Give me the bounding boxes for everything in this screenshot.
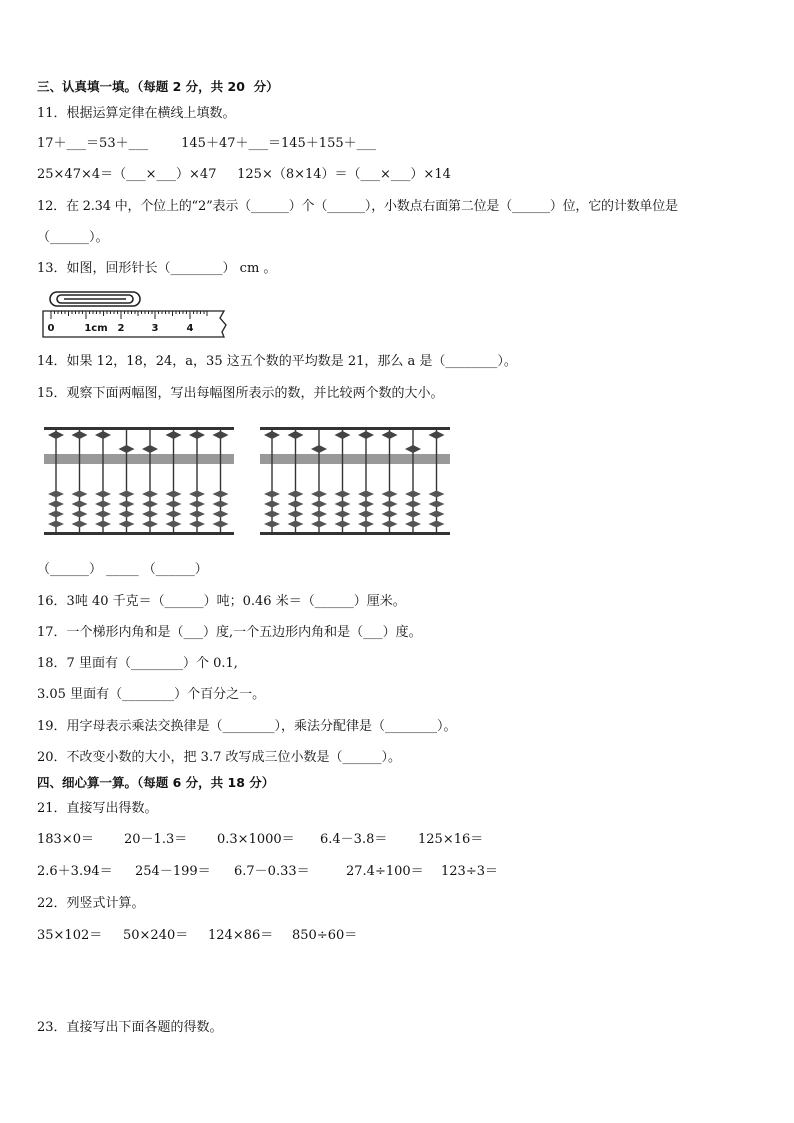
abacus-lower-bead [95,491,111,498]
abacus-lower-bead [72,501,88,508]
abacus-lower-bead [288,491,304,498]
abacus-lower-bead [264,491,280,498]
abacus-lower-bead [382,491,398,498]
calc-item: 6.7－0.33＝ [234,864,310,879]
section-3-title: 三、认真填一填。（每题 2 分，共 20 分） [37,79,279,94]
abacus-lower-bead [213,491,229,498]
abacus-lower-bead [119,501,135,508]
question-11-prompt: 11．根据运算定律在横线上填数。 [37,106,236,121]
abacus-lower-bead [189,501,205,508]
abacus-lower-bead [166,521,182,528]
section-4-title: 四、细心算一算。（每题 6 分，共 18 分） [37,775,275,790]
abacus-lower-bead [48,491,64,498]
abacus-upper-bead [95,431,111,439]
question-17: 17．一个梯形内角和是（___）度,一个五边形内角和是（___）度。 [37,625,422,640]
abacus-lower-bead [142,521,158,528]
calc-item: 20－1.3＝ [124,832,188,847]
paperclip-icon [50,292,140,306]
abacus-lower-bead [405,521,421,528]
calc-item: 125×16＝ [418,832,484,847]
calc-item: 123÷3＝ [441,864,498,879]
abacus-lower-bead [311,491,327,498]
vertical-calc-item: 124×86＝ [208,928,274,943]
abacus-lower-bead [189,491,205,498]
abacus-lower-bead [72,511,88,518]
ruler-label-3: 3 [151,323,159,334]
abacus-lower-bead [189,511,205,518]
abacus-lower-bead [335,491,351,498]
abacus-beam [260,454,450,464]
abacus-lower-bead [429,521,445,528]
abacus-figure-left [44,424,234,540]
abacus-upper-bead [382,431,398,439]
abacus-lower-bead [311,511,327,518]
question-19: 19．用字母表示乘法交换律是（________），乘法分配律是（________）。 [37,719,457,734]
question-12-line-1: 12．在 2.34 中，个位上的“2”表示（______）个（______），小数点右面第二位是（______）位，它的计数单位是 [37,199,678,214]
abacus-lower-bead [311,501,327,508]
abacus-upper-bead [48,431,64,439]
abacus-upper-bead [335,431,351,439]
abacus-lower-bead [119,511,135,518]
abacus-lower-bead [72,491,88,498]
abacus-upper-bead [288,431,304,439]
abacus-lower-bead [213,501,229,508]
calc-item: 183×0＝ [37,832,94,847]
abacus-upper-bead [264,431,280,439]
abacus-lower-bead [264,501,280,508]
abacus-upper-bead [405,445,421,453]
abacus-lower-bead [358,511,374,518]
abacus-figure-right [260,424,450,540]
abacus-lower-bead [335,511,351,518]
abacus-lower-bead [119,521,135,528]
abacus-lower-bead [405,491,421,498]
abacus-lower-bead [95,511,111,518]
abacus-lower-bead [358,501,374,508]
abacus-lower-bead [288,521,304,528]
calc-item: 0.3×1000＝ [217,832,295,847]
question-14: 14．如果 12，18，24，a，35 这五个数的平均数是 21，那么 a 是（________）。 [37,354,517,369]
abacus-lower-bead [288,501,304,508]
abacus-upper-bead [119,445,135,453]
question-18-line-1: 18．7 里面有（________）个 0.1, [37,656,238,671]
question-11-row-2: 25×47×4＝（___×___）×47 125×（8×14）＝（___×___）×14 [37,167,451,182]
paperclip-ruler-figure [40,287,230,339]
question-21-prompt: 21．直接写出得数。 [37,801,158,816]
abacus-lower-bead [119,491,135,498]
abacus-lower-bead [48,501,64,508]
question-18-line-2: 3.05 里面有（________）个百分之一。 [37,687,266,702]
question-11-row-1: 17＋___＝53＋___ 145＋47＋___＝145＋155＋___ [37,136,377,151]
question-16: 16．3吨 40 千克＝（______）吨；0.46 米＝（______）厘米。 [37,594,406,609]
abacus-lower-bead [429,501,445,508]
abacus-lower-bead [166,511,182,518]
abacus-lower-bead [335,521,351,528]
abacus-upper-bead [213,431,229,439]
abacus-lower-bead [48,511,64,518]
abacus-lower-bead [288,511,304,518]
abacus-lower-bead [358,491,374,498]
ruler-label-1cm: 1cm [84,323,108,334]
vertical-calc-item: 35×102＝ [37,928,103,943]
question-12-line-2: （______）。 [37,230,109,245]
abacus-lower-bead [382,521,398,528]
abacus-lower-bead [142,501,158,508]
abacus-lower-bead [429,511,445,518]
abacus-lower-bead [189,521,205,528]
abacus-upper-bead [72,431,88,439]
abacus-lower-bead [166,501,182,508]
abacus-upper-bead [189,431,205,439]
question-20: 20．不改变小数的大小，把 3.7 改写成三位小数是（______）。 [37,750,401,765]
calc-item: 6.4－3.8＝ [320,832,388,847]
ruler-label-0: 0 [47,323,55,334]
abacus-lower-bead [142,511,158,518]
vertical-calc-item: 850÷60＝ [292,928,358,943]
question-13-prompt: 13．如图，回形针长（________） cm 。 [37,261,277,276]
abacus-lower-bead [213,521,229,528]
ruler-label-4: 4 [186,323,194,334]
abacus-lower-bead [311,521,327,528]
abacus-lower-bead [335,501,351,508]
ruler-label-2: 2 [117,323,125,334]
abacus-lower-bead [95,521,111,528]
abacus-lower-bead [429,491,445,498]
abacus-upper-bead [358,431,374,439]
calc-item: 2.6＋3.94＝ [37,864,113,879]
question-23: 23．直接写出下面各题的得数。 [37,1020,223,1035]
question-15-prompt: 15．观察下面两幅图，写出每幅图所表示的数，并比较两个数的大小。 [37,386,444,401]
abacus-lower-bead [72,521,88,528]
abacus-lower-bead [264,521,280,528]
abacus-upper-bead [311,445,327,453]
abacus-upper-bead [142,445,158,453]
abacus-lower-bead [213,511,229,518]
ruler-icon [43,311,226,337]
abacus-lower-bead [382,511,398,518]
calc-item: 254－199＝ [135,864,211,879]
abacus-upper-bead [166,431,182,439]
abacus-lower-bead [48,521,64,528]
abacus-lower-bead [142,491,158,498]
abacus-lower-bead [358,521,374,528]
vertical-calc-item: 50×240＝ [123,928,189,943]
abacus-upper-bead [429,431,445,439]
question-22-prompt: 22．列竖式计算。 [37,896,145,911]
abacus-lower-bead [405,511,421,518]
calc-item: 27.4÷100＝ [346,864,424,879]
abacus-lower-bead [95,501,111,508]
abacus-lower-bead [405,501,421,508]
abacus-beam [44,454,234,464]
abacus-lower-bead [382,501,398,508]
question-15-answer: （______） _____ （______） [37,562,208,577]
abacus-lower-bead [166,491,182,498]
abacus-lower-bead [264,511,280,518]
